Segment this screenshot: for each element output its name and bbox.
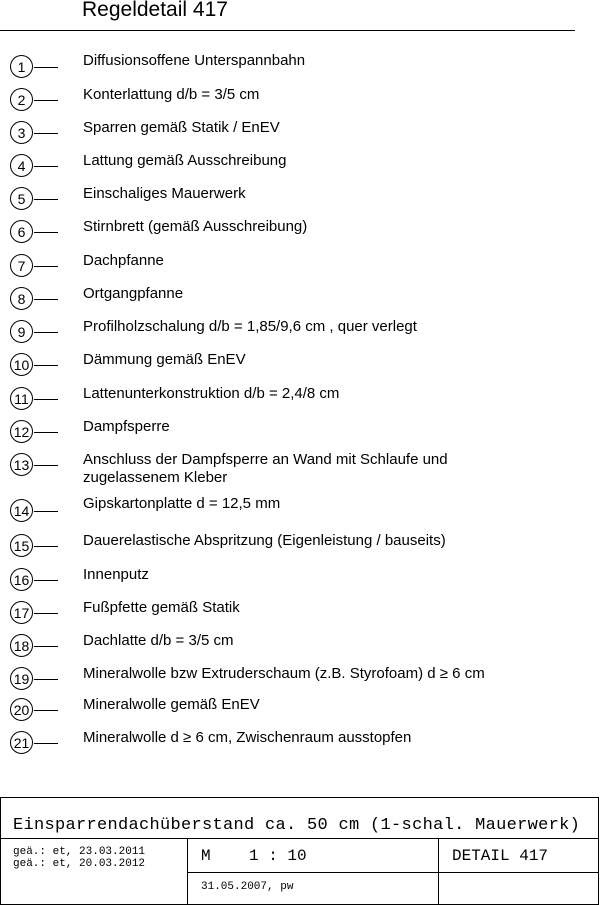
legend-label: Sparren gemäß Statik / EnEV xyxy=(83,119,280,136)
leader-line xyxy=(34,679,58,680)
title-block-divider xyxy=(187,838,188,904)
legend-label: Ortgangpfanne xyxy=(83,285,184,302)
legend-number: 18 xyxy=(10,634,33,657)
leader-line xyxy=(34,232,58,233)
legend-label: Mineralwolle d ≥ 6 cm, Zwischenraum ausstopfen xyxy=(83,729,412,746)
legend-number: 8 xyxy=(10,287,33,310)
legend-label: Dampfsperre xyxy=(83,418,170,435)
legend-number: 6 xyxy=(10,220,33,243)
detail-number: DETAIL 417 xyxy=(452,847,549,865)
legend-number: 12 xyxy=(10,420,33,443)
legend-number: 10 xyxy=(10,353,33,376)
legend-label: Konterlattung d/b = 3/5 cm xyxy=(83,86,260,103)
leader-line xyxy=(34,399,58,400)
legend-label: Anschluss der Dampfsperre an Wand mit Schlaufe und zugelassenem Kleber xyxy=(83,451,448,486)
legend-number: 4 xyxy=(10,154,33,177)
leader-line xyxy=(34,67,58,68)
legend-label: Gipskartonplatte d = 12,5 mm xyxy=(83,495,281,512)
legend-number: 20 xyxy=(10,698,33,721)
title-block-divider xyxy=(1,838,598,839)
title-block-divider xyxy=(438,838,439,904)
legend-label: Profilholzschalung d/b = 1,85/9,6 cm , quer verlegt xyxy=(83,318,417,335)
title-divider xyxy=(0,30,575,31)
legend-number: 21 xyxy=(10,731,33,754)
legend-number: 16 xyxy=(10,568,33,591)
legend-label: Fußpfette gemäß Statik xyxy=(83,599,240,616)
leader-line xyxy=(34,546,58,547)
leader-line xyxy=(34,100,58,101)
drawn-date: 31.05.2007, pw xyxy=(201,881,294,893)
legend-number: 11 xyxy=(10,387,33,410)
legend-number: 19 xyxy=(10,667,33,690)
legend-label: Stirnbrett (gemäß Ausschreibung) xyxy=(83,218,308,235)
revision-entry: geä.: et, 23.03.2011 xyxy=(13,846,146,858)
leader-line xyxy=(34,199,58,200)
legend-label: Mineralwolle bzw Extruderschaum (z.B. Styrofoam) d ≥ 6 cm xyxy=(83,665,485,682)
leader-line xyxy=(34,332,58,333)
leader-line xyxy=(34,365,58,366)
leader-line xyxy=(34,613,58,614)
legend-label: Diffusionsoffene Unterspannbahn xyxy=(83,52,306,69)
leader-line xyxy=(34,266,58,267)
legend-number: 9 xyxy=(10,320,33,343)
leader-line xyxy=(34,432,58,433)
leader-line xyxy=(34,133,58,134)
leader-line xyxy=(34,710,58,711)
legend-number: 1 xyxy=(10,55,33,78)
legend-label: Dämmung gemäß EnEV xyxy=(83,351,246,368)
legend-label: Lattung gemäß Ausschreibung xyxy=(83,152,287,169)
leader-line xyxy=(34,646,58,647)
revision-entry: geä.: et, 20.03.2012 xyxy=(13,858,146,870)
legend-label: Mineralwolle gemäß EnEV xyxy=(83,696,260,713)
legend-number: 2 xyxy=(10,88,33,111)
leader-line xyxy=(34,299,58,300)
legend-number: 17 xyxy=(10,601,33,624)
leader-line xyxy=(34,743,58,744)
scale-label: M 1 : 10 xyxy=(201,847,307,865)
leader-line xyxy=(34,511,58,512)
legend-label: Dachlatte d/b = 3/5 cm xyxy=(83,632,234,649)
title-block xyxy=(0,797,599,905)
legend-label: Dachpfanne xyxy=(83,252,164,269)
legend-number: 13 xyxy=(10,453,33,476)
leader-line xyxy=(34,166,58,167)
leader-line xyxy=(34,465,58,466)
legend-number: 14 xyxy=(10,499,33,522)
legend-number: 5 xyxy=(10,187,33,210)
legend-label: Innenputz xyxy=(83,566,149,583)
legend-label: Einschaliges Mauerwerk xyxy=(83,185,246,202)
revision-list xyxy=(13,846,145,870)
drawing-description: Einsparrendachüberstand ca. 50 cm (1-schal. Mauerwerk) xyxy=(13,816,581,835)
title-block-divider xyxy=(187,872,598,873)
legend-label: Lattenunterkonstruktion d/b = 2,4/8 cm xyxy=(83,385,340,402)
leader-line xyxy=(34,580,58,581)
legend-number: 7 xyxy=(10,254,33,277)
page-title: Regeldetail 417 xyxy=(82,0,228,21)
legend-label: Dauerelastische Abspritzung (Eigenleistung / bauseits) xyxy=(83,532,446,549)
legend-number: 15 xyxy=(10,534,33,557)
legend-number: 3 xyxy=(10,121,33,144)
